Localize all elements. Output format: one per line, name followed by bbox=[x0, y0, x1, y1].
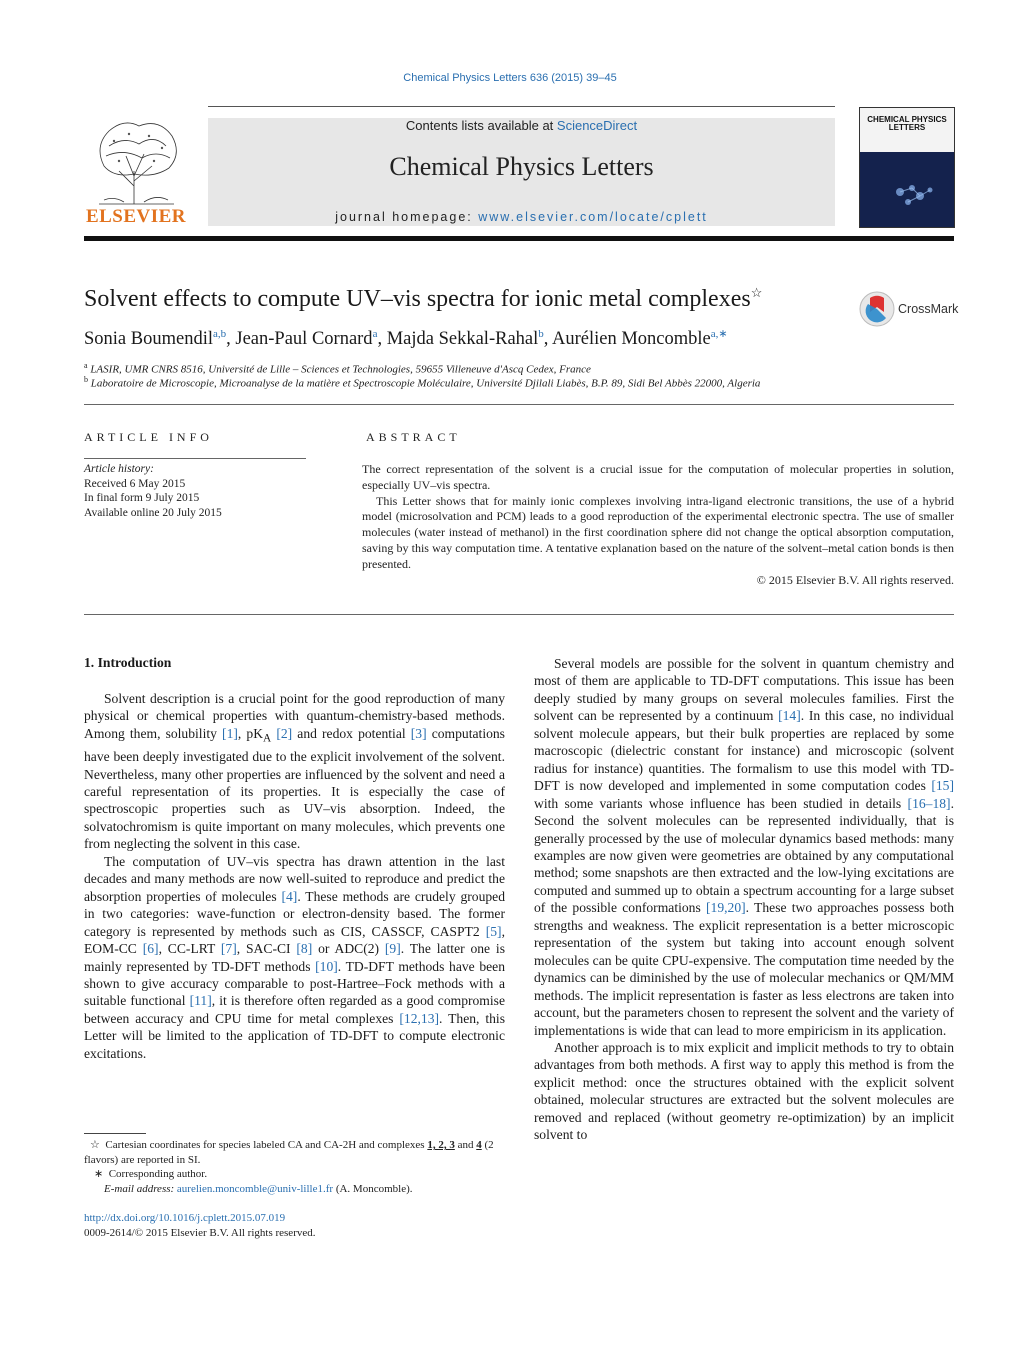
footnote-corresponding: ∗ Corresponding author. bbox=[94, 1168, 208, 1180]
online-date: Available online 20 July 2015 bbox=[84, 506, 222, 519]
issn-line: 0009-2614/© 2015 Elsevier B.V. All rights reserved. bbox=[84, 1226, 316, 1239]
cover-molecule-image bbox=[860, 152, 954, 227]
cover-title: CHEMICAL PHYSICS LETTERS bbox=[867, 115, 947, 132]
footnote-email: E-mail address: aurelien.moncomble@univ-lille1.fr (A. Moncomble). bbox=[104, 1182, 413, 1195]
header-rule bbox=[208, 106, 835, 107]
section-heading-introduction: 1. Introduction bbox=[84, 655, 172, 670]
citation-link[interactable]: [6] bbox=[142, 941, 159, 957]
body-paragraph: The computation of UV–vis spectra has drawn attention in the last decades and many methods are now well-suited to reproduce and predict the absorption properties of molecules [4]. These methods are crudely grouped in two categories: wave-function or electron-density based. The former category is represented by methods such as CIS, CASSCF, CASPT2 [5], EOM-CC [6], CC-LRT [7], SAC-CI [8] or ADC(2) [9]. The latter one is mainly represented by TD-DFT methods [10]. TD-DFT methods have been shown to give accuracy comparable to post-Hartree–Fock methods with a suitable functional [11], it is therefore often regarded as a good compromise between accuracy and CPU time for metal complexes [12,13]. Then, this Letter will be limited to the application of TD-DFT to compute electronic excitations. bbox=[84, 853, 506, 1061]
crossmark-label: CrossMark bbox=[898, 302, 959, 316]
body-paragraph: Several models are possible for the solvent in quantum chemistry and most of them are applicable to TD-DFT computations. This issue has been deeply studied by many groups on several molecules families. First the solvent can be represented by a continuum [14]. In this case, no individual solvent molecule appears, but their bulk properties are replaced by some macroscopic (dielectric constant for instance) and microscopic (solvent radius for instance) quantities. The formalism to use this model with TD-DFT is now developed and implemented in some computation codes [15] with some variants whose influence has been studied in details [16–18]. Second the solvent molecules can be represented individually, that is generally processed by the use of molecular dynamics based methods: many examples are now given were geometries are obtained by any computational method; some snapshots are then extracted and the low-lying excitations are computed and summed up to obtain a spectrum accounting for a large subset of the possible conformations [19,20]. These two approaches possess both strengths and weakness. The explicit representation is a better microscopic representation of the system but taking into account enough solvent molecules can be quite CPU-expensive. The computation time needed by the dynamics can be diminished by the use of molecular mechanics or QM/MM methods. The implicit representation is faster as less electrons are taken into account, but the parameters chosen to represent the solvent and the variety of implementations is wide that can lead to more empiricism in its application. bbox=[534, 656, 954, 1038]
abstract-text bbox=[362, 462, 954, 588]
footnote-rule bbox=[84, 1133, 146, 1134]
journal-cover[interactable] bbox=[859, 107, 955, 228]
abstract-paragraph: The correct representation of the solvent is a crucial issue for the computation of molecular properties in solution, especially UV–vis spectra. bbox=[362, 462, 954, 492]
citation-link[interactable]: [9] bbox=[384, 941, 401, 957]
affiliation: $^b$ Laboratoire de Microscopie, Microanalyse de la matière et Spectroscopie Moléculaire, Université Djilali Liabès, B.P. 89, Sidi Bel Abbès 22000, Algeria bbox=[84, 375, 761, 390]
journal-reference[interactable]: Chemical Physics Letters 636 (2015) 39–45 bbox=[403, 72, 617, 84]
affiliation: $^a$ LASIR, UMR CNRS 8516, Université de Lille – Sciences et Technologies, 59655 Villeneuve d'Ascq Cedex, France bbox=[84, 361, 591, 376]
article-info-heading: ARTICLE INFO bbox=[84, 430, 213, 444]
history-label: Article history: bbox=[84, 463, 154, 475]
author: Aurélien Moncomble$^{a,∗}$ bbox=[552, 328, 728, 350]
citation-link[interactable]: [7] bbox=[220, 941, 237, 957]
citation-link[interactable]: [19,20] bbox=[706, 900, 746, 916]
footnotes bbox=[84, 1138, 505, 1196]
revised-date: In final form 9 July 2015 bbox=[84, 492, 200, 504]
compound-links[interactable]: 1, 2, 3 bbox=[427, 1139, 455, 1151]
body-column-left bbox=[84, 690, 505, 1062]
citation-link[interactable]: [15] bbox=[931, 778, 954, 794]
doi-block bbox=[84, 1211, 316, 1240]
citation-link[interactable]: [11] bbox=[189, 993, 212, 1009]
section-rule bbox=[84, 404, 954, 405]
doi-link[interactable]: http://dx.doi.org/10.1016/j.cplett.2015.07.019 bbox=[84, 1212, 286, 1224]
citation-link[interactable]: [14] bbox=[778, 708, 801, 724]
citation-link[interactable]: [10] bbox=[315, 958, 338, 974]
journal-homepage: journal homepage: www.elsevier.com/locate/cplett bbox=[335, 210, 708, 224]
section-rule bbox=[84, 614, 954, 615]
abstract-copyright: © 2015 Elsevier B.V. All rights reserved. bbox=[756, 572, 954, 587]
citation-link[interactable]: [3] bbox=[410, 725, 427, 741]
author-affiliation-link[interactable]: b bbox=[538, 328, 544, 340]
email-link[interactable]: aurelien.moncomble@univ-lille1.fr bbox=[176, 1182, 334, 1195]
homepage-link[interactable]: www.elsevier.com/locate/cplett bbox=[478, 210, 708, 224]
citation-link[interactable]: [12,13] bbox=[399, 1010, 440, 1026]
citation-link[interactable]: [5] bbox=[485, 923, 502, 939]
article-info-rule bbox=[84, 458, 306, 459]
footnote-star: ☆ Cartesian coordinates for species labeled CA and CA-2H and complexes 1, 2, 3 and 4 (2 flavors) are reported in SI. bbox=[84, 1139, 494, 1166]
body-paragraph: Solvent description is a crucial point for the good reproduction of many physical or chemical properties with quantum-chemistry-based methods. Among them, solubility [1], $pK_A$ [2] and redox potential [3] computations have been deeply investigated due to the explicit involvement of the solvent. Nevertheless, many other properties are influenced by the solvent and need a careful representation of its properties. It is especially the case of spectroscopic properties such as UV–vis absorption. Indeed, the solvatochromism is quite important on many molecules, which prevents one from neglecting the solvent in this case. bbox=[84, 691, 505, 852]
author: Jean-Paul Cornard$^a$, bbox=[235, 328, 387, 350]
article-title: Solvent effects to compute UV–vis spectra for ionic metal complexes☆ bbox=[84, 285, 763, 312]
author: Sonia Boumendil$^{a,b}$, bbox=[84, 328, 236, 350]
body-column-right bbox=[534, 655, 954, 1144]
author-list bbox=[84, 327, 944, 350]
abstract-heading: ABSTRACT bbox=[366, 430, 461, 444]
body-paragraph: Another approach is to mix explicit and implicit methods to try to obtain advantages from both methods. A first way to apply this method is from the explicit method: once the structures obtained with the explicit solvent obtained, molecular structures are extracted but the solvent molecules are removed and replaced (without geometry re-optimization) by an implicit solvent to bbox=[534, 1039, 954, 1143]
citation-link[interactable]: [1] bbox=[222, 725, 238, 741]
author: Majda Sekkal-Rahal$^b$, bbox=[386, 328, 552, 350]
title-footnote-mark[interactable]: ☆ bbox=[750, 285, 763, 300]
abstract-paragraph: This Letter shows that for mainly ionic complexes involving intra-ligand electronic transitions, the use of a hybrid model (microsolvation and PCM) leads to a good reproduction of the experimental electronic spectra. The use of smaller molecules (water instead of methanol) in the first coordination sphere did not change the optical absorption computation, saving by this way computation time. A tentative explanation based on the nature of the solvent–metal cation bonds is then presented. bbox=[362, 493, 954, 571]
citation-link[interactable]: [4] bbox=[281, 888, 298, 904]
journal-name: Chemical Physics Letters bbox=[389, 152, 654, 181]
author-affiliation-link[interactable]: a,b bbox=[213, 328, 227, 340]
citation-link[interactable]: [2] bbox=[276, 725, 293, 741]
crossmark-icon bbox=[858, 290, 896, 328]
citation-link[interactable]: [16–18] bbox=[907, 795, 951, 811]
citation-link[interactable]: [8] bbox=[296, 941, 313, 957]
contents-line: Contents lists available at ScienceDirect bbox=[405, 118, 638, 133]
compound-link[interactable]: 4 bbox=[476, 1139, 482, 1151]
sciencedirect-link[interactable]: ScienceDirect bbox=[556, 118, 638, 133]
header-thick-rule bbox=[84, 236, 954, 241]
crossmark-button[interactable] bbox=[858, 290, 958, 330]
received-date: Received 6 May 2015 bbox=[84, 477, 186, 490]
article-history bbox=[84, 462, 314, 520]
author-affiliation-link[interactable]: a bbox=[372, 328, 378, 340]
elsevier-wordmark: ELSEVIER bbox=[85, 206, 187, 227]
author-affiliation-link[interactable]: a,∗ bbox=[710, 328, 728, 340]
